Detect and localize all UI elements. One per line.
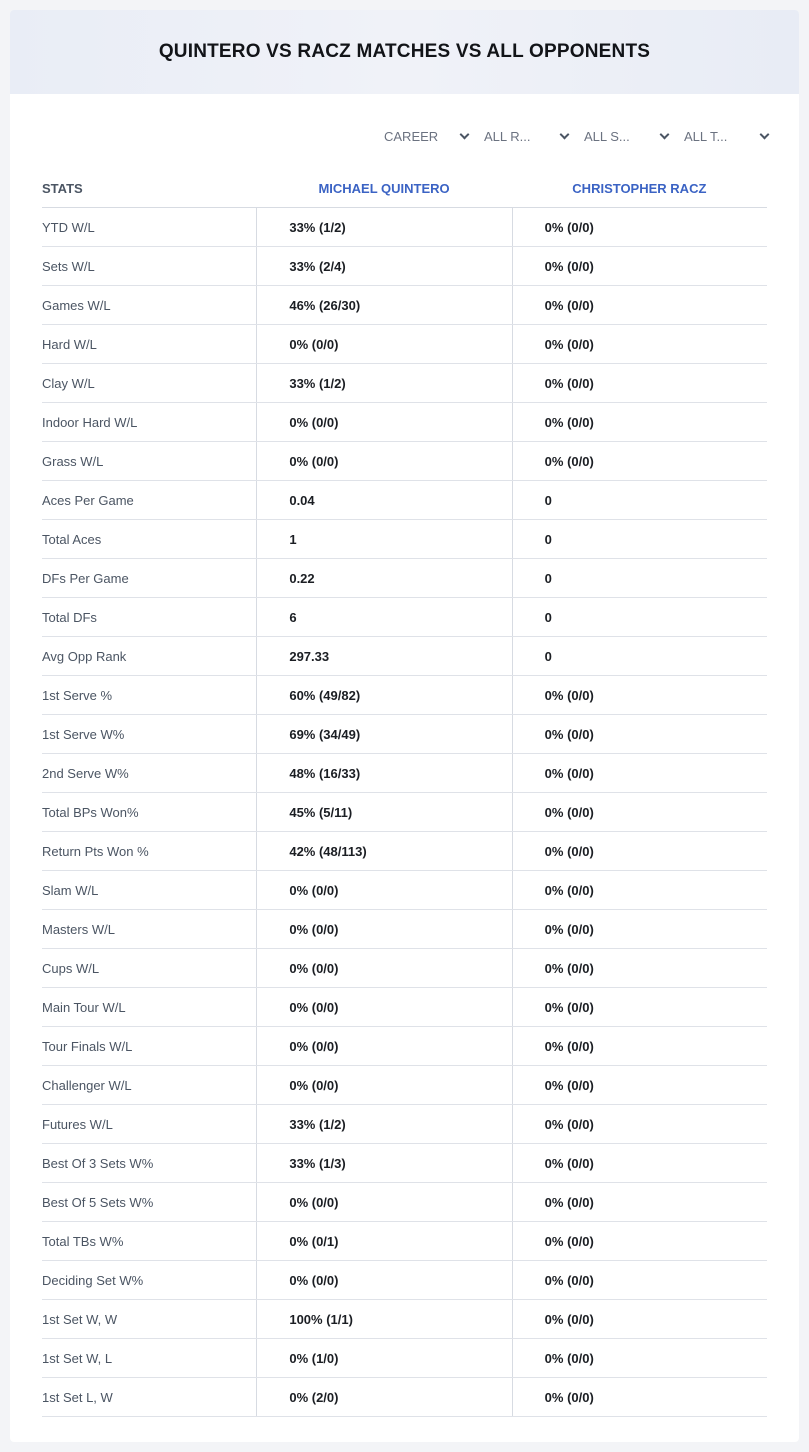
player1-stat-value: 0% (1/0) [256,1339,511,1377]
stat-label: Main Tour W/L [42,999,126,1015]
player2-stat-value: 0% (0/0) [512,1144,767,1182]
surface-filter-label: ALL S... [584,128,630,144]
player2-stat-value: 0% (0/0) [512,1222,767,1260]
stat-label: Slam W/L [42,882,99,898]
player2-stat-value: 0 [512,520,767,558]
player1-stat-value: 60% (49/82) [256,676,511,714]
player1-stat-value: 0% (0/0) [256,871,511,909]
table-row [42,637,767,676]
table-row [42,208,767,247]
stat-label: Masters W/L [42,921,115,937]
table-row [42,481,767,520]
player1-stat-value: 0% (0/0) [256,325,511,363]
player2-stat-value: 0% (0/0) [512,988,767,1026]
chevron-down-icon [460,129,470,139]
chevron-down-icon [660,129,670,139]
stat-label: Total DFs [42,609,97,625]
player1-stat-value: 33% (2/4) [256,247,511,285]
table-row [42,364,767,403]
period-filter-label: CAREER [384,128,439,144]
table-row [42,676,767,715]
table-row [42,1105,767,1144]
table-row [42,1027,767,1066]
player2-stat-value: 0% (0/0) [512,793,767,831]
table-body [42,208,767,1417]
stat-label: Challenger W/L [42,1077,132,1093]
player1-stat-value: 42% (48/113) [256,832,511,870]
table-row [42,1144,767,1183]
table-row [42,910,767,949]
player1-stat-value: 0% (0/0) [256,442,511,480]
table-row [42,832,767,871]
surface-filter-select[interactable] [574,126,674,146]
stat-label: Best Of 5 Sets W% [42,1194,154,1210]
stat-label: Grass W/L [42,453,104,469]
player1-stat-value: 0% (0/0) [256,1027,511,1065]
player1-stat-value: 33% (1/2) [256,1105,511,1143]
table-row [42,988,767,1027]
chevron-down-icon [560,129,570,139]
table-header [42,170,767,208]
player1-stat-value: 1 [256,520,511,558]
player1-stat-value: 0% (0/0) [256,949,511,987]
player1-stat-value: 297.33 [256,637,511,675]
player1-stat-value: 0% (0/0) [256,1183,511,1221]
stat-label: Return Pts Won % [42,843,149,859]
stat-label: Aces Per Game [42,492,134,508]
tournament-filter-label: ALL T... [684,128,728,144]
stat-label: YTD W/L [42,219,95,235]
table-row [42,598,767,637]
player1-stat-value: 0% (0/0) [256,988,511,1026]
stat-label: Deciding Set W% [42,1272,144,1288]
player1-stat-value: 0.22 [256,559,511,597]
player2-stat-value: 0% (0/0) [512,247,767,285]
stat-label: Total BPs Won% [42,804,139,820]
round-filter-select[interactable] [474,126,574,146]
player2-stat-value: 0 [512,637,767,675]
stats-column-header: STATS [42,181,83,196]
stat-label: Indoor Hard W/L [42,414,138,430]
stat-label: Games W/L [42,297,111,313]
player2-stat-value: 0% (0/0) [512,676,767,714]
player1-stat-value: 48% (16/33) [256,754,511,792]
stat-label: 1st Set W, L [42,1350,113,1366]
player2-stat-value: 0% (0/0) [512,754,767,792]
stat-label: Futures W/L [42,1116,113,1132]
table-row [42,1222,767,1261]
player2-stat-value: 0% (0/0) [512,1027,767,1065]
table-row [42,286,767,325]
player2-stat-value: 0% (0/0) [512,1339,767,1377]
player1-stat-value: 0% (0/0) [256,403,511,441]
round-filter-label: ALL R... [484,128,531,144]
player1-stat-value: 100% (1/1) [256,1300,511,1338]
player1-stat-value: 45% (5/11) [256,793,511,831]
player1-stat-value: 6 [256,598,511,636]
player1-link[interactable]: MICHAEL QUINTERO [318,181,450,196]
player1-stat-value: 33% (1/2) [256,364,511,402]
table-row [42,403,767,442]
player1-stat-value: 33% (1/3) [256,1144,511,1182]
player1-stat-value: 0% (0/1) [256,1222,511,1260]
stats-table [42,170,767,1417]
table-row [42,871,767,910]
player1-stat-value: 0% (0/0) [256,1066,511,1104]
stat-label: 1st Serve % [42,687,113,703]
stat-label: Total Aces [42,531,102,547]
table-row [42,325,767,364]
card-header [10,10,799,94]
table-row [42,559,767,598]
stat-label: Hard W/L [42,336,97,352]
player2-link[interactable]: CHRISTOPHER RACZ [572,181,707,196]
player1-stat-value: 33% (1/2) [256,208,511,246]
player2-stat-value: 0% (0/0) [512,364,767,402]
player2-stat-value: 0% (0/0) [512,442,767,480]
player2-stat-value: 0% (0/0) [512,1105,767,1143]
table-row [42,754,767,793]
stat-label: Tour Finals W/L [42,1038,133,1054]
player2-stat-value: 0% (0/0) [512,949,767,987]
page-title: QUINTERO VS RACZ MATCHES VS ALL OPPONENTS [158,41,651,62]
table-row [42,1261,767,1300]
stat-label: Avg Opp Rank [42,648,127,664]
table-row [42,793,767,832]
stat-label: Total TBs W% [42,1233,124,1249]
stat-label: 1st Serve W% [42,726,125,742]
player1-stat-value: 46% (26/30) [256,286,511,324]
table-row [42,442,767,481]
table-row [42,1339,767,1378]
player2-stat-value: 0% (0/0) [512,1183,767,1221]
stat-label: 1st Set W, W [42,1311,118,1327]
player2-stat-value: 0% (0/0) [512,286,767,324]
player2-stat-value: 0% (0/0) [512,325,767,363]
stat-label: 2nd Serve W% [42,765,129,781]
player1-stat-value: 0.04 [256,481,511,519]
player2-stat-value: 0% (0/0) [512,1261,767,1299]
table-row [42,1066,767,1105]
table-row [42,715,767,754]
player2-stat-value: 0% (0/0) [512,1378,767,1416]
player2-stat-value: 0% (0/0) [512,910,767,948]
player1-stat-value: 0% (2/0) [256,1378,511,1416]
table-row [42,1378,767,1417]
table-row [42,247,767,286]
stat-label: Clay W/L [42,375,95,391]
stat-label: Cups W/L [42,960,100,976]
player2-stat-value: 0 [512,559,767,597]
player2-stat-value: 0% (0/0) [512,1066,767,1104]
chevron-down-icon [760,129,770,139]
player2-stat-value: 0% (0/0) [512,1300,767,1338]
table-row [42,1183,767,1222]
stat-label: Best Of 3 Sets W% [42,1155,154,1171]
player2-stat-value: 0 [512,598,767,636]
stat-label: DFs Per Game [42,570,129,586]
player2-stat-value: 0 [512,481,767,519]
table-row [42,949,767,988]
player2-stat-value: 0% (0/0) [512,832,767,870]
table-row [42,1300,767,1339]
player2-stat-value: 0% (0/0) [512,208,767,246]
stat-label: Sets W/L [42,258,95,274]
player1-stat-value: 0% (0/0) [256,1261,511,1299]
tournament-filter-select[interactable] [674,126,774,146]
stats-card [10,10,799,1442]
player2-stat-value: 0% (0/0) [512,403,767,441]
filter-bar [374,126,774,146]
table-row [42,520,767,559]
player1-stat-value: 0% (0/0) [256,910,511,948]
player1-stat-value: 69% (34/49) [256,715,511,753]
player2-stat-value: 0% (0/0) [512,715,767,753]
player2-stat-value: 0% (0/0) [512,871,767,909]
period-filter-select[interactable] [374,126,474,146]
stat-label: 1st Set L, W [42,1389,113,1405]
